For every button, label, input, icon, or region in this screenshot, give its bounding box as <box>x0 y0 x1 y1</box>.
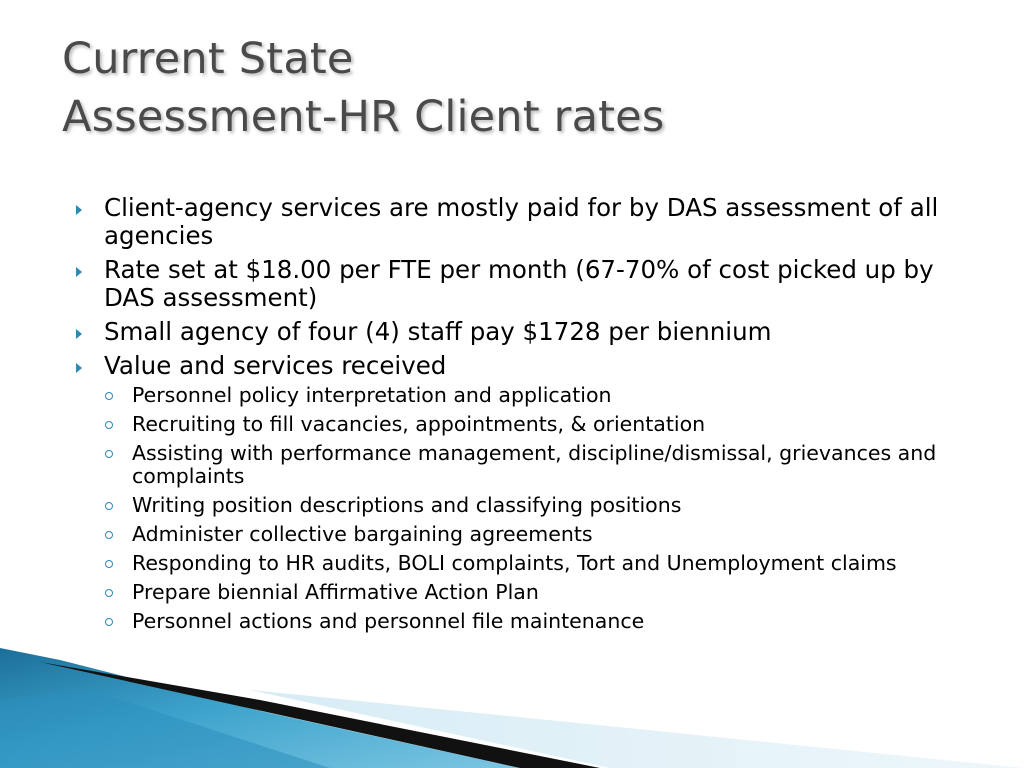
sub-bullet-item <box>102 610 974 633</box>
sub-bullet-text: Writing position descriptions and classifying positions <box>132 493 682 517</box>
sub-bullet-item <box>102 552 974 575</box>
sub-bullet-item <box>102 581 974 604</box>
sub-bullet-text: Assisting with performance management, discipline/dismissal, grievances and complaints <box>132 441 937 488</box>
sub-bullet-item <box>102 494 974 517</box>
bullet-text: Small agency of four (4) staff pay $1728 per biennium <box>104 317 772 346</box>
bullet-item <box>74 352 974 633</box>
sub-bullet-list <box>104 384 974 633</box>
hollow-circle-icon <box>105 618 113 626</box>
bullet-item <box>74 256 974 312</box>
slide-title-line-1: Current State <box>62 34 354 84</box>
hollow-circle-icon <box>105 502 113 510</box>
bullet-text: Value and services received <box>104 351 447 380</box>
triangle-right-icon <box>76 363 82 373</box>
bullet-item <box>74 318 974 346</box>
sub-bullet-text: Administer collective bargaining agreements <box>132 522 593 546</box>
sub-bullet-text: Prepare biennial Affirmative Action Plan <box>132 580 539 604</box>
slide-body <box>74 194 974 639</box>
hollow-circle-icon <box>105 589 113 597</box>
bullet-list <box>74 194 974 633</box>
slide-title <box>62 30 664 146</box>
hollow-circle-icon <box>105 421 113 429</box>
sub-bullet-text: Responding to HR audits, BOLI complaints, Tort and Unemployment claims <box>132 551 897 575</box>
sub-bullet-text: Personnel actions and personnel file maintenance <box>132 609 645 633</box>
triangle-right-icon <box>76 267 82 277</box>
slide-title-line-2: Assessment-HR Client rates <box>62 92 665 142</box>
sub-bullet-text: Personnel policy interpretation and application <box>132 383 612 407</box>
triangle-right-icon <box>76 205 82 215</box>
bullet-item <box>74 194 974 250</box>
hollow-circle-icon <box>105 450 113 458</box>
hollow-circle-icon <box>105 531 113 539</box>
swoosh-black-band <box>40 662 600 768</box>
hollow-circle-icon <box>105 392 113 400</box>
sub-bullet-item <box>102 442 974 488</box>
sub-bullet-text: Recruiting to fill vacancies, appointments, & orientation <box>132 412 706 436</box>
sub-bullet-item <box>102 384 974 407</box>
sub-bullet-item <box>102 413 974 436</box>
triangle-right-icon <box>76 329 82 339</box>
swoosh-blue-highlight <box>0 690 330 768</box>
bullet-text: Client-agency services are mostly paid for by DAS assessment of all agencies <box>104 193 939 250</box>
hollow-circle-icon <box>105 560 113 568</box>
sub-bullet-item <box>102 523 974 546</box>
bullet-text: Rate set at $18.00 per FTE per month (67-70% of cost picked up by DAS assessment) <box>104 255 934 312</box>
swoosh-blue-band <box>0 648 520 768</box>
swoosh-light-band <box>250 690 1024 768</box>
